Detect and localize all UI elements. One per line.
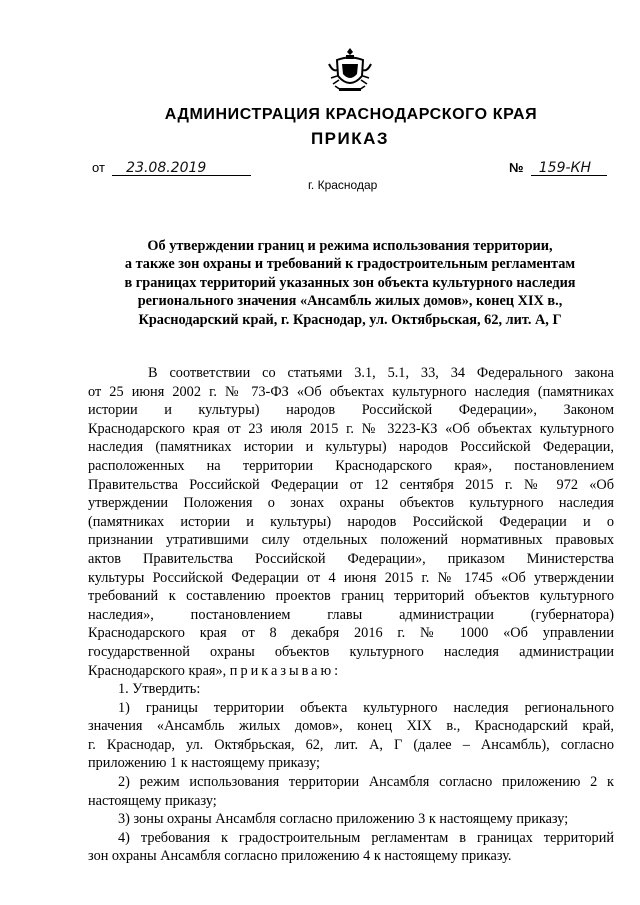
title-line: Об утверждении границ и режима использования территории,	[147, 238, 553, 254]
body-line: зон охраны Ансамбля согласно приложению 4 к настоящему приказу.	[88, 848, 512, 865]
body-line: культуры Российской Федерации от 4 июня 2015 г. № 1745 «Об утверждении	[88, 569, 614, 586]
body-line: наследия (памятниках истории и культуры) народов Российской Федерации,	[88, 439, 614, 456]
body-line: от 25 июня 2002 г. № 73-ФЗ «Об объектах культурного наследия (памятниках	[88, 383, 614, 400]
body-line: 3) зоны охраны Ансамбля согласно приложению 3 к настоящему приказу;	[118, 811, 569, 828]
coat-of-arms-emblem	[327, 46, 373, 94]
body-line: расположенных на территории Краснодарского края», постановлением	[88, 457, 614, 474]
body-line: приложению 1 к настоящему приказу;	[88, 755, 320, 772]
body-line: (памятниках истории и культуры) народов Российской Федерации и о	[88, 513, 614, 530]
body-line: значения «Ансамбль жилых домов», конец XIX в., Краснодарский край,	[88, 718, 614, 735]
body-line: Правительства Российской Федерации от 12 сентября 2015 г. № 972 «Об	[88, 476, 614, 493]
title-line: а также зон охраны и требований к градостроительным регламентам	[124, 256, 576, 273]
body-line: В соответствии со статьями 3.1, 5.1, 33, 34 Федерального закона	[148, 365, 614, 381]
body-line: истории и культуры) народов Российской Федерации», Законом	[88, 402, 614, 419]
body-line: признании утратившими силу отдельных положений нормативных правовых	[88, 532, 614, 549]
number-value: 159-КН	[531, 161, 607, 176]
date-value: 23.08.2019	[112, 161, 251, 176]
body-line: Краснодарского края от 23 июля 2015 г. № 3223-КЗ «Об объектах культурного	[88, 420, 614, 437]
title-line: регионального значения «Ансамбль жилых домов», конец XIX в.,	[137, 293, 563, 310]
number-line	[509, 160, 607, 176]
body-line: государственной охраны объектов культурного наследия администрации	[88, 643, 614, 660]
body-line	[88, 662, 614, 681]
number-label: №	[509, 160, 524, 175]
document-title	[80, 237, 620, 329]
date-label: от	[92, 160, 105, 175]
organization-name: АДМИНИСТРАЦИЯ КРАСНОДАРСКОГО КРАЯ	[164, 106, 538, 123]
body-line: 2) режим использования территории Ансамбля согласно приложению 2 к	[118, 774, 614, 791]
title-line: в границах территорий указанных зон объекта культурного наследия	[124, 274, 576, 291]
body-line: актов Правительства Российской Федерации», приказом Министерства	[88, 550, 614, 567]
body-line: 4) требования к градостроительным регламентам в границах территорий	[118, 829, 614, 846]
body-text: Краснодарского края»,	[88, 662, 230, 679]
document-type: ПРИКАЗ	[310, 129, 390, 148]
body-text: :	[334, 662, 339, 679]
city: г. Краснодар	[308, 178, 378, 192]
body-line: настоящему приказу;	[88, 792, 217, 809]
body-line: утверждении Положения о зонах охраны объектов культурного наследия	[88, 495, 614, 512]
body-line: требований к составлению проектов границ территорий объектов культурного	[88, 588, 614, 605]
order-word: приказываю	[229, 662, 335, 679]
body-line: г. Краснодар, ул. Октябрьская, 62, лит. А, Г (далее – Ансамбль), согласно	[88, 736, 614, 753]
body-line: 1. Утвердить:	[118, 681, 201, 698]
title-line: Краснодарский край, г. Краснодар, ул. Октябрьская, 62, лит. А, Г	[138, 311, 562, 328]
body-line: Краснодарского края от 8 декабря 2016 г. № 1000 «Об управлении	[88, 625, 614, 642]
body-line: наследия», постановлением главы администрации (губернатора)	[88, 606, 614, 623]
date-line	[92, 160, 251, 176]
document-body	[88, 364, 614, 866]
body-line: 1) границы территории объекта культурного наследия регионального	[118, 699, 614, 716]
